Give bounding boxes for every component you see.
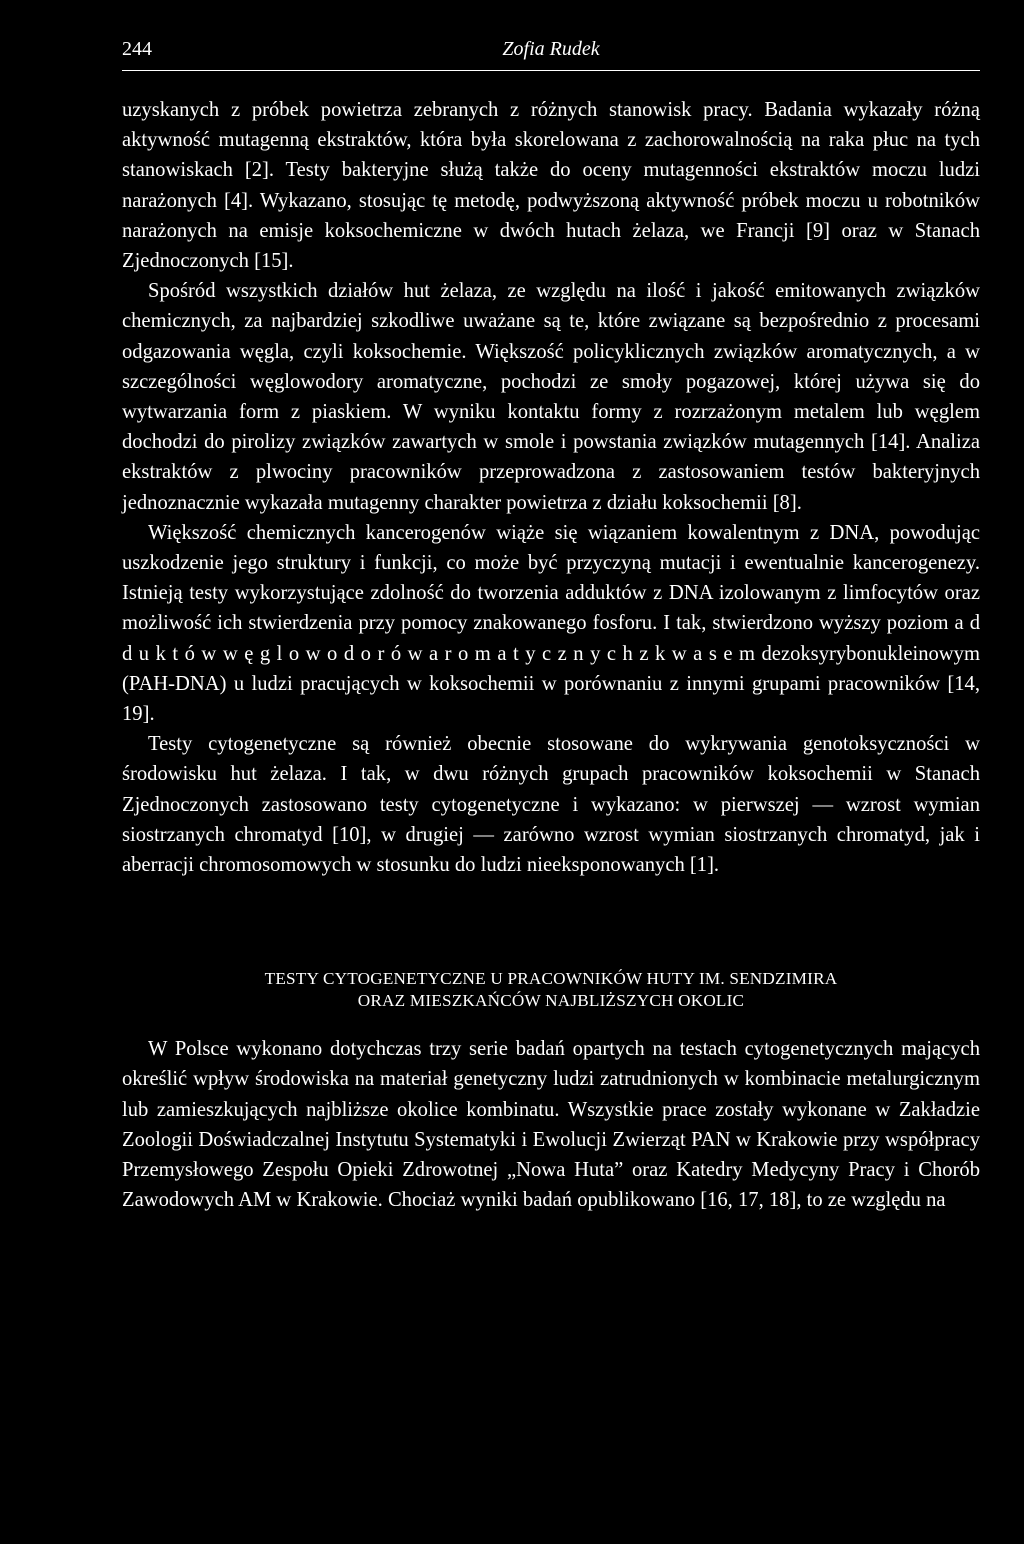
paragraph-2: Spośród wszystkich działów hut żelaza, ze względu na ilość i jakość emitowanych związków chemicznych, za najbardziej szkodliwe uważane są te, które związane są bezpośrednio z procesami odgazowania węgla, czyli koksochemie. Większość policyklicznych związków aromatycznych, a w szczególności węglowodory aromatyczne, pochodzi ze smoły pogazowej, której używa się do wytwarzania form z piaskiem. W wyniku kontaktu formy z rozrzażonym metalem lub węglem dochodzi do pirolizy związków zawartych w smole i powstania związków mutagennych [14]. Analiza ekstraktów z plwociny pracowników przeprowadzona z zastosowaniem testów bakteryjnych jednoznacznie wykazała mutagenny charakter powietrza z działu koksochemii [8]. xyxy=(122,280,980,514)
section-body xyxy=(122,1034,980,1215)
section-heading-line-2: ORAZ MIESZKAŃCÓW NAJBLIŻSZYCH OKOLIC xyxy=(357,991,745,1011)
running-author: Zofia Rudek xyxy=(502,38,600,60)
running-header xyxy=(122,38,980,71)
paragraph-3: Większość chemicznych kancerogenów wiąże się wiązaniem kowalentnym z DNA, powodując uszkodzenie jego struktury i funkcji, co może być przyczyną mutacji i ewentualnie kancerogenezy. Istnieją testy wykorzystujące zdolność do tworzenia adduktów z DNA izolowanym z limfocytów oraz możliwość ich stwierdzenia przy pomocy znakowanego fosforu. I tak, stwierdzono wyższy poziom a d d u k t ó w w ę g l o w o d o r ó w a r o m a t y c z n y c h z k w a s e m dezoksyrybonukleinowym (PAH-DNA) u ludzi pracujących w koksochemii w porównaniu z innymi grupami pracowników [14, 19]. xyxy=(122,521,980,726)
section-paragraph-1: W Polsce wykonano dotychczas trzy serie badań opartych na testach cytogenetycznych mających określić wpływ środowiska na materiał genetyczny ludzi zatrudnionych w kombinacie metalurgicznym lub zamieszkujących najbliższe okolice kombinatu. Wszystkie prace zostały wykonane w Zakładzie Zoologii Doświadczalnej Instytutu Systematyki i Ewolucji Zwierząt PAN w Krakowie przy współpracy Przemysłowego Zespołu Opieki Zdrowotnej „Nowa Huta” oraz Katedry Medycyny Pracy i Chorób Zawodowych AM w Krakowie. Chociaż wyniki badań opublikowano [16, 17, 18], to ze względu na xyxy=(122,1038,980,1212)
section-heading-line-1: TESTY CYTOGENETYCZNE U PRACOWNIKÓW HUTY IM. SENDZIMIRA xyxy=(264,969,838,989)
document-page xyxy=(122,38,980,1216)
section-heading xyxy=(122,968,980,1012)
paragraph-4: Testy cytogenetyczne są również obecnie stosowane do wykrywania genotoksyczności w środowisku hut żelaza. I tak, w dwu różnych grupach pracowników koksochemii w Stanach Zjednoczonych zastosowano testy cytogenetyczne i wykazano: w pierwszej — wzrost wymian siostrzanych chromatyd [10], w drugiej — zarówno wzrost wymian siostrzanych chromatyd, jak i aberracji chromosomowych w stosunku do ludzi nieeksponowanych [1]. xyxy=(122,733,980,877)
body-text xyxy=(122,95,980,880)
paragraph-1: uzyskanych z próbek powietrza zebranych z różnych stanowisk pracy. Badania wykazały różną aktywność mutagenną ekstraktów, która była skorelowana z zachorowalnością na raka płuc na tych stanowiskach [2]. Testy bakteryjne służą także do oceny mutagenności ekstraktów moczu ludzi narażonych [4]. Wykazano, stosując tę metodę, podwyższoną aktywność próbek moczu u robotników narażonych na emisje koksochemiczne w dwóch hutach żelaza, we Francji [9] oraz w Stanach Zjednoczonych [15]. xyxy=(122,99,980,273)
page-number: 244 xyxy=(122,38,152,60)
